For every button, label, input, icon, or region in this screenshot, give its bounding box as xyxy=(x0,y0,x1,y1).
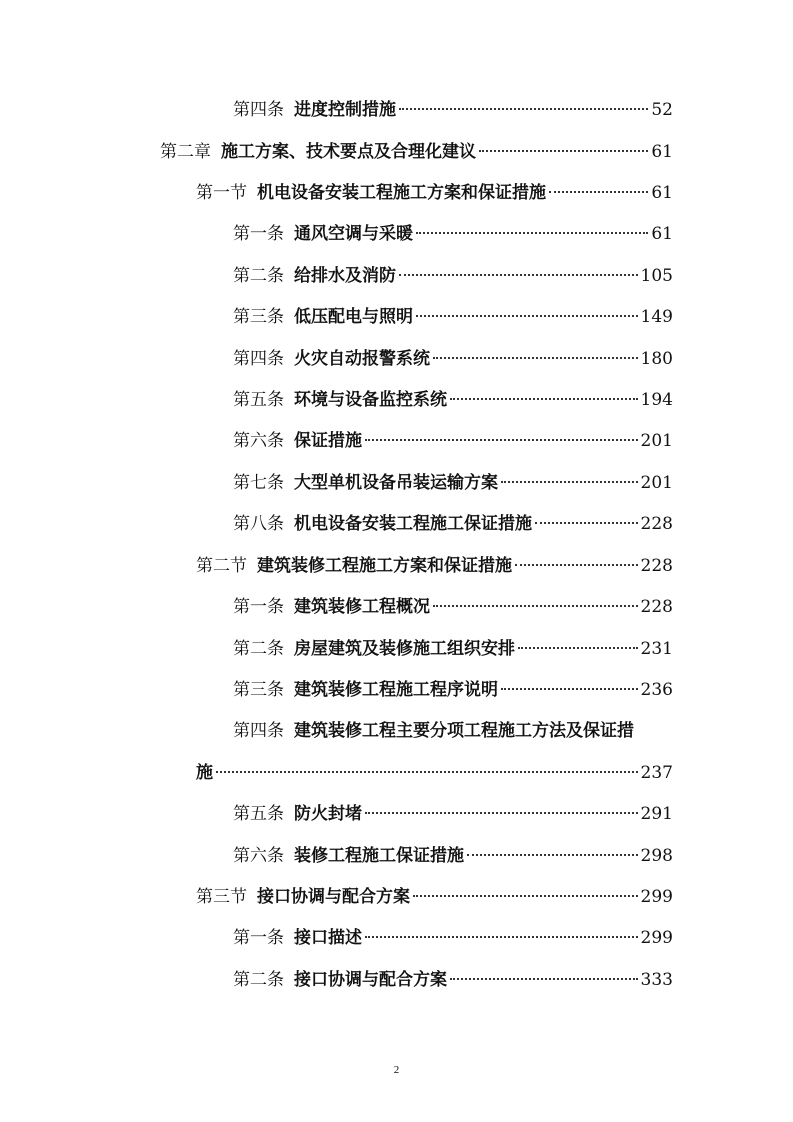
toc-title: 给排水及消防 xyxy=(294,266,396,286)
toc-title: 低压配电与照明 xyxy=(294,307,413,327)
toc-label: 第一节 xyxy=(196,183,247,203)
toc-label: 第二条 xyxy=(233,639,284,659)
toc-page-number: 52 xyxy=(651,100,673,120)
toc-title: 大型单机设备吊装运输方案 xyxy=(294,473,498,493)
toc-title: 火灾自动报警系统 xyxy=(294,349,430,369)
toc-entry[interactable] xyxy=(196,180,673,206)
toc-label: 第一条 xyxy=(233,224,284,244)
toc-entry[interactable] xyxy=(233,346,673,372)
dot-leader xyxy=(515,564,638,566)
dot-leader xyxy=(535,522,638,524)
toc-title: 装修工程施工保证措施 xyxy=(294,846,464,866)
toc-entry[interactable] xyxy=(233,304,673,330)
toc-label: 第五条 xyxy=(233,804,284,824)
toc-entry[interactable] xyxy=(233,967,673,993)
toc-page-number: 201 xyxy=(640,431,673,451)
toc-page-number: 291 xyxy=(640,804,673,824)
toc-entry[interactable] xyxy=(233,843,673,869)
toc-label: 第七条 xyxy=(233,473,284,493)
toc-entry[interactable] xyxy=(233,470,673,496)
toc-entry-wrapped[interactable] xyxy=(233,718,673,744)
toc-label: 第四条 xyxy=(233,100,284,120)
toc-label: 第一条 xyxy=(233,597,284,617)
toc-entry[interactable] xyxy=(233,97,673,123)
toc-label: 第六条 xyxy=(233,846,284,866)
toc-label: 第四条 xyxy=(233,349,284,369)
toc-page-number: 333 xyxy=(640,970,673,990)
toc-title: 建筑装修工程概况 xyxy=(294,597,430,617)
toc-label: 第二章 xyxy=(160,142,211,162)
toc-title: 接口描述 xyxy=(294,928,362,948)
toc-page-number: 228 xyxy=(640,556,673,576)
toc-title: 房屋建筑及装修施工组织安排 xyxy=(294,639,515,659)
dot-leader xyxy=(450,978,638,980)
toc-entry[interactable] xyxy=(233,801,673,827)
toc-entry[interactable] xyxy=(160,139,673,165)
dot-leader xyxy=(399,274,638,276)
toc-page-number: 237 xyxy=(640,763,673,783)
dot-leader xyxy=(450,398,638,400)
toc-title-continuation: 施 xyxy=(196,763,213,783)
toc-label: 第三条 xyxy=(233,307,284,327)
toc-entry[interactable] xyxy=(233,263,673,289)
toc-entry[interactable] xyxy=(233,925,673,951)
toc-title: 建筑装修工程施工程序说明 xyxy=(294,680,498,700)
dot-leader xyxy=(416,232,648,234)
toc-page-number: 201 xyxy=(640,473,673,493)
toc-page-number: 61 xyxy=(651,142,673,162)
toc-title: 接口协调与配合方案 xyxy=(294,970,447,990)
toc-label: 第三条 xyxy=(233,680,284,700)
dot-leader xyxy=(549,191,648,193)
toc-title: 建筑装修工程主要分项工程施工方法及保证措 xyxy=(294,721,634,741)
dot-leader xyxy=(501,481,638,483)
dot-leader xyxy=(365,439,638,441)
dot-leader xyxy=(416,315,638,317)
toc-page-number: 228 xyxy=(640,597,673,617)
toc-label: 第五条 xyxy=(233,390,284,410)
toc-title: 机电设备安装工程施工方案和保证措施 xyxy=(257,183,546,203)
dot-leader xyxy=(467,854,638,856)
dot-leader xyxy=(365,812,638,814)
toc-label: 第六条 xyxy=(233,431,284,451)
toc-entry[interactable] xyxy=(196,884,673,910)
toc-page-number: 299 xyxy=(640,928,673,948)
toc-entry[interactable] xyxy=(233,387,673,413)
toc-title: 接口协调与配合方案 xyxy=(257,887,410,907)
dot-leader xyxy=(479,150,648,152)
toc-page-number: 149 xyxy=(640,307,673,327)
toc-title: 施工方案、技术要点及合理化建议 xyxy=(221,142,476,162)
dot-leader xyxy=(501,688,638,690)
toc-label: 第四条 xyxy=(233,721,284,741)
dot-leader xyxy=(518,647,638,649)
dot-leader xyxy=(413,895,638,897)
toc-title: 环境与设备监控系统 xyxy=(294,390,447,410)
dot-leader xyxy=(399,108,648,110)
toc-label: 第二条 xyxy=(233,970,284,990)
toc-entry[interactable] xyxy=(196,553,673,579)
toc-page-number: 228 xyxy=(640,514,673,534)
toc-entry[interactable] xyxy=(233,511,673,537)
footer-page-number: 2 xyxy=(393,1064,400,1076)
toc-page-number: 61 xyxy=(651,183,673,203)
toc-label: 第一条 xyxy=(233,928,284,948)
toc-entry[interactable] xyxy=(233,677,673,703)
toc-entry-continuation[interactable] xyxy=(196,760,673,786)
toc-entry[interactable] xyxy=(233,594,673,620)
toc-page-number: 299 xyxy=(640,887,673,907)
toc-title: 保证措施 xyxy=(294,431,362,451)
toc-entry[interactable] xyxy=(233,636,673,662)
toc-label: 第八条 xyxy=(233,514,284,534)
toc-title: 防火封堵 xyxy=(294,804,362,824)
toc-page-number: 194 xyxy=(640,390,673,410)
toc-title: 通风空调与采暖 xyxy=(294,224,413,244)
toc-page-number: 298 xyxy=(640,846,673,866)
toc-label: 第二条 xyxy=(233,266,284,286)
toc-page-number: 180 xyxy=(640,349,673,369)
dot-leader xyxy=(216,771,638,773)
dot-leader xyxy=(433,605,638,607)
toc-label: 第二节 xyxy=(196,556,247,576)
toc-title: 建筑装修工程施工方案和保证措施 xyxy=(257,556,512,576)
toc-page-number: 236 xyxy=(640,680,673,700)
toc-label: 第三节 xyxy=(196,887,247,907)
toc-page-number: 231 xyxy=(640,639,673,659)
toc-title: 机电设备安装工程施工保证措施 xyxy=(294,514,532,534)
dot-leader xyxy=(433,357,638,359)
toc-title: 进度控制措施 xyxy=(294,100,396,120)
toc-page-number: 105 xyxy=(640,266,673,286)
dot-leader xyxy=(365,936,638,938)
toc-entry[interactable] xyxy=(233,221,673,247)
toc-entry[interactable] xyxy=(233,428,673,454)
toc-page-number: 61 xyxy=(651,224,673,244)
